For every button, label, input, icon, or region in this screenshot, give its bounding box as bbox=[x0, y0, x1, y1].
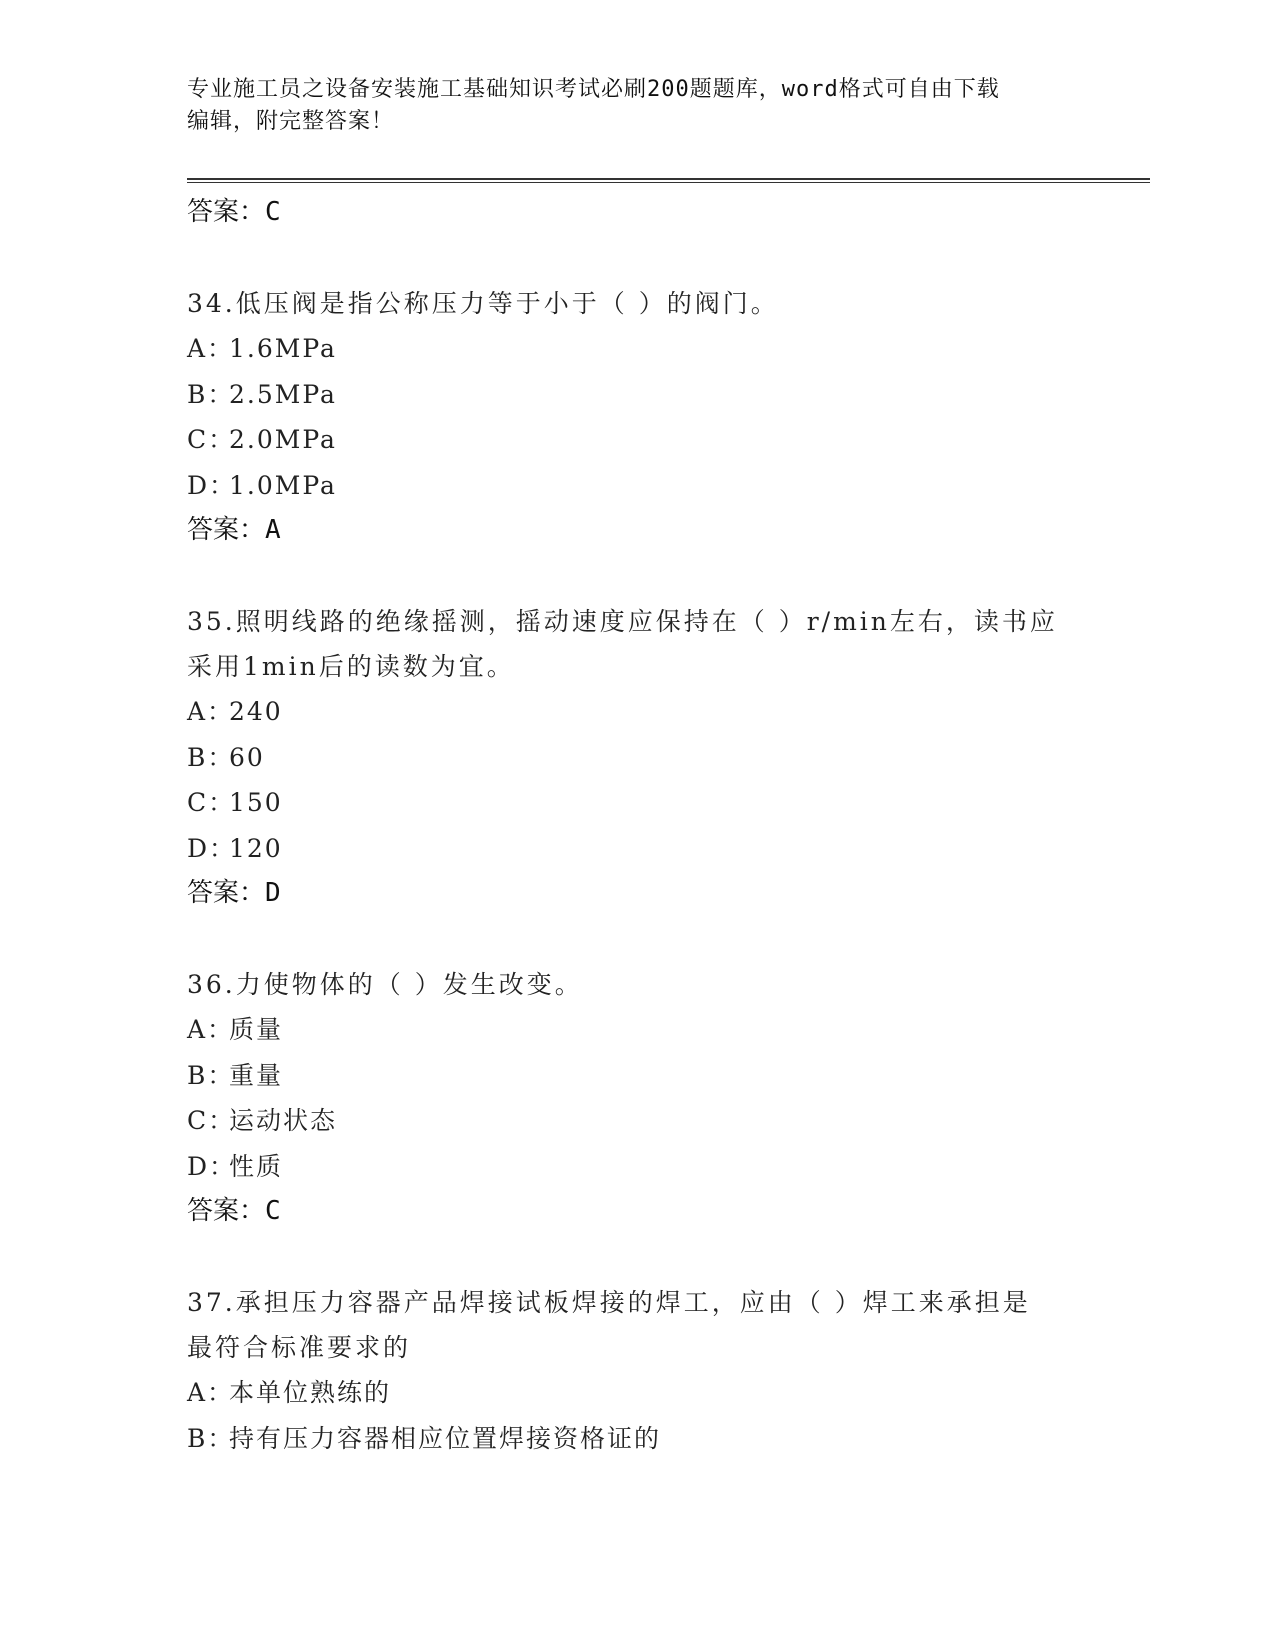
option-b bbox=[187, 1053, 1087, 1099]
question-34 bbox=[187, 281, 1087, 552]
question-36 bbox=[187, 962, 1087, 1233]
option-value: 1.0MPa bbox=[229, 470, 337, 500]
answer-q35: 答案：D bbox=[187, 878, 281, 908]
option-letter: D： bbox=[187, 833, 237, 863]
option-value: 2.5MPa bbox=[229, 379, 337, 409]
option-letter: D： bbox=[187, 1151, 237, 1181]
option-d bbox=[187, 463, 1087, 509]
option-letter: C： bbox=[187, 788, 236, 817]
option-value: 重量 bbox=[229, 1060, 284, 1090]
option-b bbox=[187, 735, 1087, 781]
option-value: 150 bbox=[229, 788, 283, 817]
option-c bbox=[187, 780, 1087, 826]
option-b bbox=[187, 372, 1087, 418]
option-letter: C： bbox=[187, 425, 236, 454]
question-text: 37.承担压力容器产品焊接试板焊接的焊工，应由（ ）焊工来承担是 bbox=[187, 1288, 1031, 1317]
option-a bbox=[187, 1007, 1087, 1053]
option-d bbox=[187, 1144, 1087, 1190]
option-a bbox=[187, 1370, 1087, 1416]
option-value: 2.0MPa bbox=[229, 425, 337, 454]
option-d bbox=[187, 826, 1087, 872]
option-value: 运动状态 bbox=[229, 1106, 338, 1135]
question-text-continued: 最符合标准要求的 bbox=[187, 1333, 412, 1362]
option-value: 持有压力容器相应位置焊接资格证的 bbox=[229, 1423, 662, 1453]
answer-q36: 答案：C bbox=[187, 1196, 281, 1226]
option-a bbox=[187, 689, 1087, 735]
option-letter: B： bbox=[187, 1423, 235, 1453]
option-value: 质量 bbox=[229, 1015, 284, 1044]
option-b bbox=[187, 1416, 1087, 1462]
document-header bbox=[187, 74, 1087, 138]
option-letter: A： bbox=[187, 1015, 235, 1044]
option-value: 1.6MPa bbox=[229, 334, 337, 363]
question-35 bbox=[187, 599, 1087, 915]
header-title-line-1: 专业施工员之设备安装施工基础知识考试必刷200题题库，word格式可自由下载 bbox=[187, 77, 1000, 102]
option-letter: C： bbox=[187, 1106, 236, 1135]
option-letter: D： bbox=[187, 470, 237, 500]
option-letter: B： bbox=[187, 1060, 235, 1090]
option-letter: B： bbox=[187, 379, 235, 409]
header-divider bbox=[187, 178, 1150, 183]
answer-q34: 答案：A bbox=[187, 515, 281, 545]
question-text: 34.低压阀是指公称压力等于小于（ ）的阀门。 bbox=[187, 289, 779, 318]
option-value: 性质 bbox=[229, 1151, 284, 1181]
document-body bbox=[187, 190, 1087, 1461]
question-37 bbox=[187, 1280, 1087, 1461]
option-value: 240 bbox=[229, 697, 283, 726]
question-text: 36.力使物体的（ ）发生改变。 bbox=[187, 970, 583, 999]
option-c bbox=[187, 1098, 1087, 1144]
option-value: 本单位熟练的 bbox=[229, 1378, 392, 1407]
option-a bbox=[187, 326, 1087, 372]
answer-q33: 答案：C bbox=[187, 197, 281, 227]
option-letter: A： bbox=[187, 334, 235, 363]
question-text: 35.照明线路的绝缘摇测，摇动速度应保持在（ ）r/min左右，读书应 bbox=[187, 607, 1058, 636]
question-text-continued: 采用1min后的读数为宜。 bbox=[187, 652, 515, 681]
option-value: 60 bbox=[229, 742, 265, 772]
option-letter: B： bbox=[187, 742, 235, 772]
option-c bbox=[187, 417, 1087, 463]
option-letter: A： bbox=[187, 697, 235, 726]
option-letter: A： bbox=[187, 1378, 235, 1407]
header-title-line-2: 编辑，附完整答案！ bbox=[187, 109, 395, 134]
option-value: 120 bbox=[229, 833, 283, 863]
